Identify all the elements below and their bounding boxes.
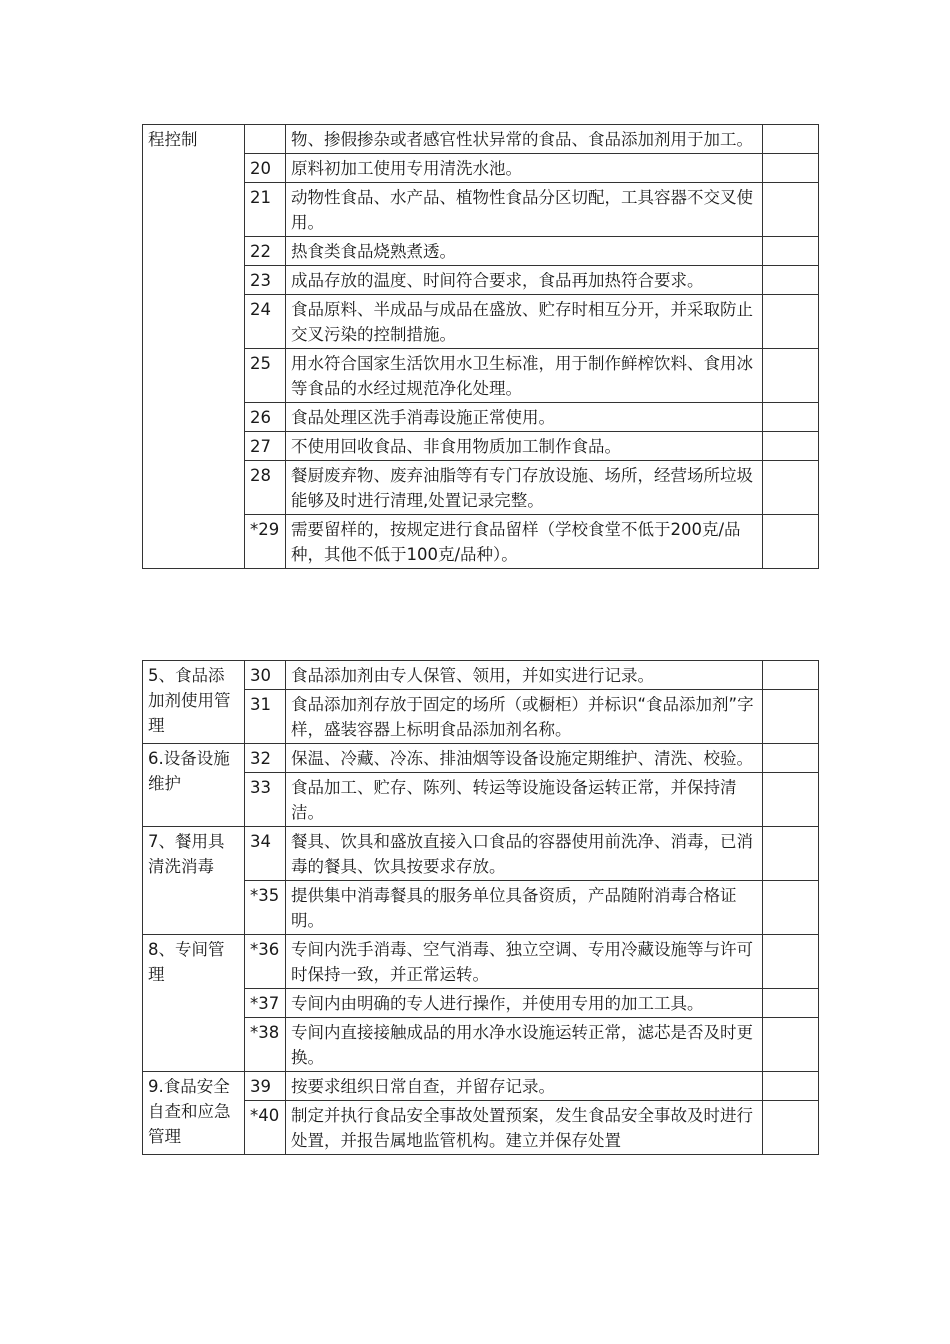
category-cell: 9.食品安全自查和应急管理 [143, 1072, 245, 1155]
item-text: 专间内直接接触成品的用水净水设施运转正常，滤芯是否及时更换。 [286, 1018, 763, 1072]
result-cell [763, 183, 819, 237]
inspection-table-part-1 [142, 124, 819, 569]
table-row [143, 403, 819, 432]
item-number: 22 [245, 237, 286, 266]
item-number: 23 [245, 266, 286, 295]
table-row [143, 989, 819, 1018]
item-number: *37 [245, 989, 286, 1018]
item-text: 专间内洗手消毒、空气消毒、独立空调、专用冷藏设施等与许可时保持一致，并正常运转。 [286, 935, 763, 989]
result-cell [763, 744, 819, 773]
item-number: *29 [245, 515, 286, 569]
inspection-table-part-2 [142, 660, 819, 1155]
table-row [143, 1018, 819, 1072]
item-number: 26 [245, 403, 286, 432]
result-cell [763, 881, 819, 935]
table-row [143, 461, 819, 515]
result-cell [763, 125, 819, 154]
table-row [143, 935, 819, 989]
item-number: 24 [245, 295, 286, 349]
result-cell [763, 154, 819, 183]
item-text: 物、掺假掺杂或者感官性状异常的食品、食品添加剂用于加工。 [286, 125, 763, 154]
item-text: 按要求组织日常自查，并留存记录。 [286, 1072, 763, 1101]
item-text: 食品添加剂存放于固定的场所（或橱柜）并标识“食品添加剂”字样，盛装容器上标明食品添加剂名称。 [286, 690, 763, 744]
result-cell [763, 295, 819, 349]
item-number: *36 [245, 935, 286, 989]
item-number: 27 [245, 432, 286, 461]
result-cell [763, 773, 819, 827]
item-text: 食品加工、贮存、陈列、转运等设施设备运转正常，并保持清洁。 [286, 773, 763, 827]
result-cell [763, 989, 819, 1018]
item-number: *35 [245, 881, 286, 935]
item-text: 专间内由明确的专人进行操作，并使用专用的加工工具。 [286, 989, 763, 1018]
table-row [143, 881, 819, 935]
item-text: 动物性食品、水产品、植物性食品分区切配，工具容器不交叉使用。 [286, 183, 763, 237]
table-row [143, 432, 819, 461]
table-row [143, 266, 819, 295]
item-text: 食品添加剂由专人保管、领用，并如实进行记录。 [286, 661, 763, 690]
table-row [143, 744, 819, 773]
category-cell: 6.设备设施维护 [143, 744, 245, 827]
result-cell [763, 1018, 819, 1072]
item-number: 20 [245, 154, 286, 183]
item-number: 21 [245, 183, 286, 237]
item-text: 热食类食品烧熟煮透。 [286, 237, 763, 266]
item-number: 32 [245, 744, 286, 773]
item-text: 需要留样的，按规定进行食品留样（学校食堂不低于200克/品种，其他不低于100克/品种）。 [286, 515, 763, 569]
item-text: 原料初加工使用专用清洗水池。 [286, 154, 763, 183]
item-text: 成品存放的温度、时间符合要求，食品再加热符合要求。 [286, 266, 763, 295]
table-row [143, 295, 819, 349]
result-cell [763, 349, 819, 403]
table-row [143, 125, 819, 154]
item-text: 制定并执行食品安全事故处置预案，发生食品安全事故及时进行处置，并报告属地监管机构。建立并保存处置 [286, 1101, 763, 1155]
item-number: 39 [245, 1072, 286, 1101]
category-cell: 程控制 [143, 125, 245, 569]
item-number: 33 [245, 773, 286, 827]
table-row [143, 1101, 819, 1155]
item-text: 保温、冷藏、冷冻、排油烟等设备设施定期维护、清洗、校验。 [286, 744, 763, 773]
item-text: 不使用回收食品、非食用物质加工制作食品。 [286, 432, 763, 461]
item-number: 34 [245, 827, 286, 881]
table-row [143, 1072, 819, 1101]
result-cell [763, 1072, 819, 1101]
item-number: 28 [245, 461, 286, 515]
item-number: 31 [245, 690, 286, 744]
item-number: 30 [245, 661, 286, 690]
category-cell: 7、餐用具清洗消毒 [143, 827, 245, 935]
item-number [245, 125, 286, 154]
category-cell: 8、专间管理 [143, 935, 245, 1072]
result-cell [763, 237, 819, 266]
item-text: 用水符合国家生活饮用水卫生标准，用于制作鲜榨饮料、食用冰等食品的水经过规范净化处理。 [286, 349, 763, 403]
result-cell [763, 690, 819, 744]
result-cell [763, 461, 819, 515]
table-row [143, 349, 819, 403]
result-cell [763, 403, 819, 432]
result-cell [763, 827, 819, 881]
table-row [143, 515, 819, 569]
item-text: 食品处理区洗手消毒设施正常使用。 [286, 403, 763, 432]
item-text: 提供集中消毒餐具的服务单位具备资质，产品随附消毒合格证明。 [286, 881, 763, 935]
table-row [143, 773, 819, 827]
table-row [143, 237, 819, 266]
item-number: *38 [245, 1018, 286, 1072]
table-row [143, 183, 819, 237]
table-row [143, 661, 819, 690]
category-cell: 5、食品添加剂使用管理 [143, 661, 245, 744]
item-text: 餐具、饮具和盛放直接入口食品的容器使用前洗净、消毒，已消毒的餐具、饮具按要求存放。 [286, 827, 763, 881]
result-cell [763, 1101, 819, 1155]
result-cell [763, 266, 819, 295]
result-cell [763, 515, 819, 569]
item-number: *40 [245, 1101, 286, 1155]
result-cell [763, 432, 819, 461]
item-text: 餐厨废弃物、废弃油脂等有专门存放设施、场所，经营场所垃圾能够及时进行清理,处置记录完整。 [286, 461, 763, 515]
item-number: 25 [245, 349, 286, 403]
item-text: 食品原料、半成品与成品在盛放、贮存时相互分开，并采取防止交叉污染的控制措施。 [286, 295, 763, 349]
table-row [143, 690, 819, 744]
table-row [143, 827, 819, 881]
table-row [143, 154, 819, 183]
result-cell [763, 935, 819, 989]
result-cell [763, 661, 819, 690]
